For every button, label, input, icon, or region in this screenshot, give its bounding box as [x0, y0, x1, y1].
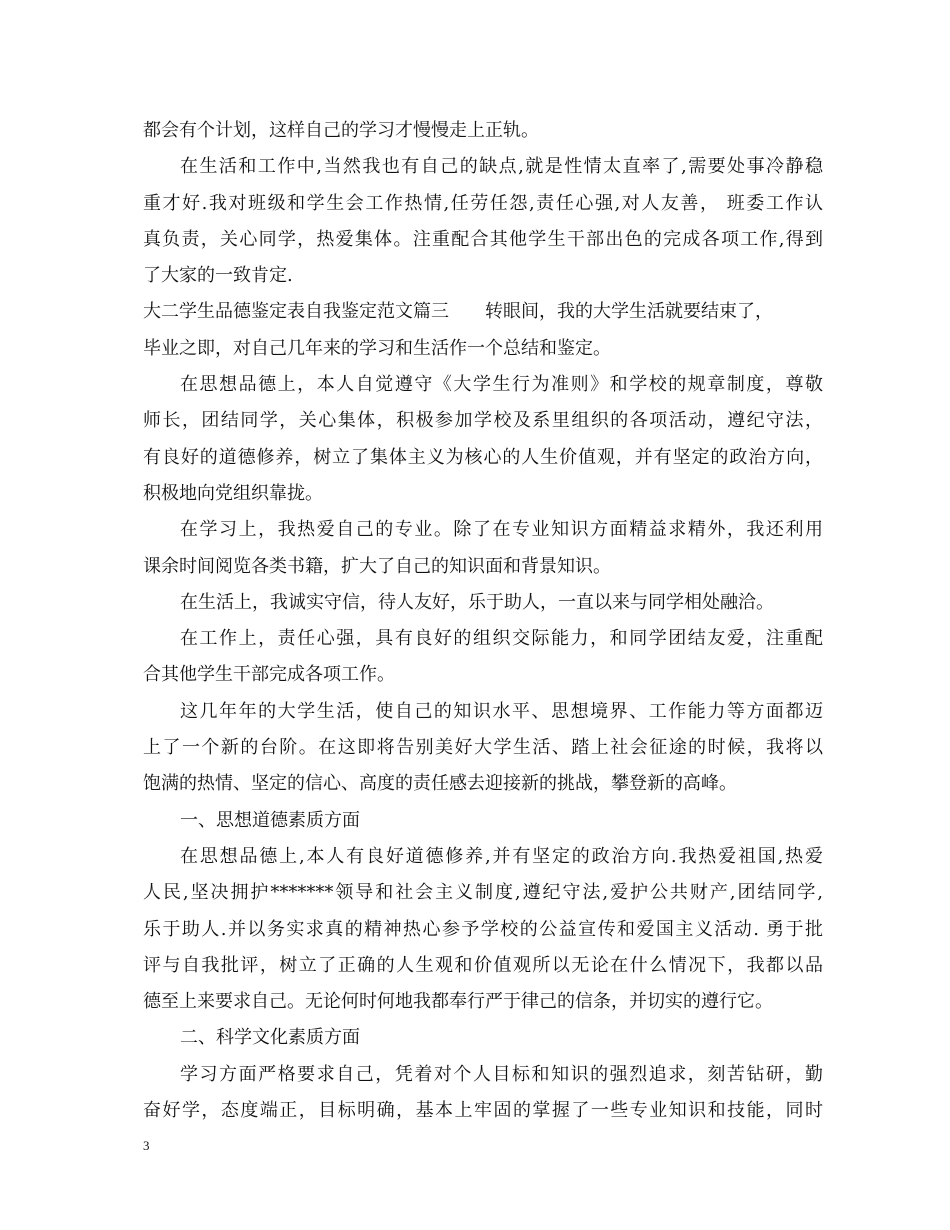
- text-line: 二、科学文化素质方面: [180, 1027, 360, 1049]
- text-line: 人民,坚决拥护*******领导和社会主义制度,遵纪守法,爱护公共财产,团结同学,: [143, 882, 823, 904]
- text-line: 课余时间阅览各类书籍，扩大了自己的知识面和背景知识。: [143, 555, 611, 577]
- text-line: 学习方面严格要求自己，凭着对个人目标和知识的强烈追求，刻苦钻研，勤: [180, 1063, 823, 1085]
- text-line: 积极地向党组织靠拢。: [143, 482, 323, 504]
- text-line: 有良好的道德修养，树立了集体主义为核心的人生价值观，并有坚定的政治方向，: [143, 446, 823, 468]
- text-line: 在工作上，责任心强，具有良好的组织交际能力，和同学团结友爱，注重配: [180, 628, 823, 650]
- text-line: 上了一个新的台阶。在这即将告别美好大学生活、踏上社会征途的时候，我将以: [143, 737, 823, 759]
- text-line: 了大家的一致肯定.: [143, 265, 293, 287]
- text-line: 在思想品德上，本人自觉遵守《大学生行为准则》和学校的规章制度，尊敬: [180, 374, 823, 396]
- text-line: 真负责，关心同学，热爱集体。注重配合其他学生干部出色的完成各项工作,得到: [143, 228, 823, 250]
- text-line: 大二学生品德鉴定表自我鉴定范文篇三 转眼间，我的大学生活就要结束了，: [143, 301, 773, 323]
- text-line: 重才好.我对班级和学生会工作热情,任劳任怨,责任心强,对人友善， 班委工作认: [143, 192, 823, 214]
- text-line: 评与自我批评，树立了正确的人生观和价值观所以无论在什么情况下，我都以品: [143, 954, 823, 976]
- text-line: 师长，团结同学，关心集体，积极参加学校及系里组织的各项活动，遵纪守法，: [143, 410, 823, 432]
- text-line: 在学习上，我热爱自己的专业。除了在专业知识方面精益求精外，我还利用: [180, 519, 823, 541]
- document-body: [143, 113, 823, 1129]
- text-line: 在思想品德上,本人有良好道德修养,并有坚定的政治方向.我热爱祖国,热爱: [180, 845, 823, 867]
- text-line: 都会有个计划，这样自己的学习才慢慢走上正轨。: [143, 120, 539, 141]
- text-line: 乐于助人.并以务实求真的精神热心参予学校的公益宣传和爱国主义活动. 勇于批: [143, 918, 823, 940]
- text-line: 毕业之即，对自己几年来的学习和生活作一个总结和鉴定。: [143, 337, 611, 359]
- text-line: 饱满的热情、坚定的信心、高度的责任感去迎接新的挑战，攀登新的高峰。: [143, 773, 737, 795]
- text-line: 在生活和工作中,当然我也有自己的缺点,就是性情太直率了,需要处事冷静稳: [180, 156, 823, 178]
- text-line: 在生活上，我诚实守信，待人友好，乐于助人，一直以来与同学相处融洽。: [180, 591, 774, 613]
- page-number: 3: [143, 1138, 150, 1153]
- text-line: 一、思想道德素质方面: [180, 809, 360, 831]
- text-line: 这几年年的大学生活，使自己的知识水平、思想境界、工作能力等方面都迈: [180, 700, 823, 722]
- text-line: 德至上来要求自己。无论何时何地我都奉行严于律己的信条，并切实的遵行它。: [143, 991, 773, 1013]
- text-line: 奋好学，态度端正，目标明确，基本上牢固的掌握了一些专业知识和技能，同时: [143, 1100, 823, 1122]
- text-line: 合其他学生干部完成各项工作。: [143, 664, 395, 686]
